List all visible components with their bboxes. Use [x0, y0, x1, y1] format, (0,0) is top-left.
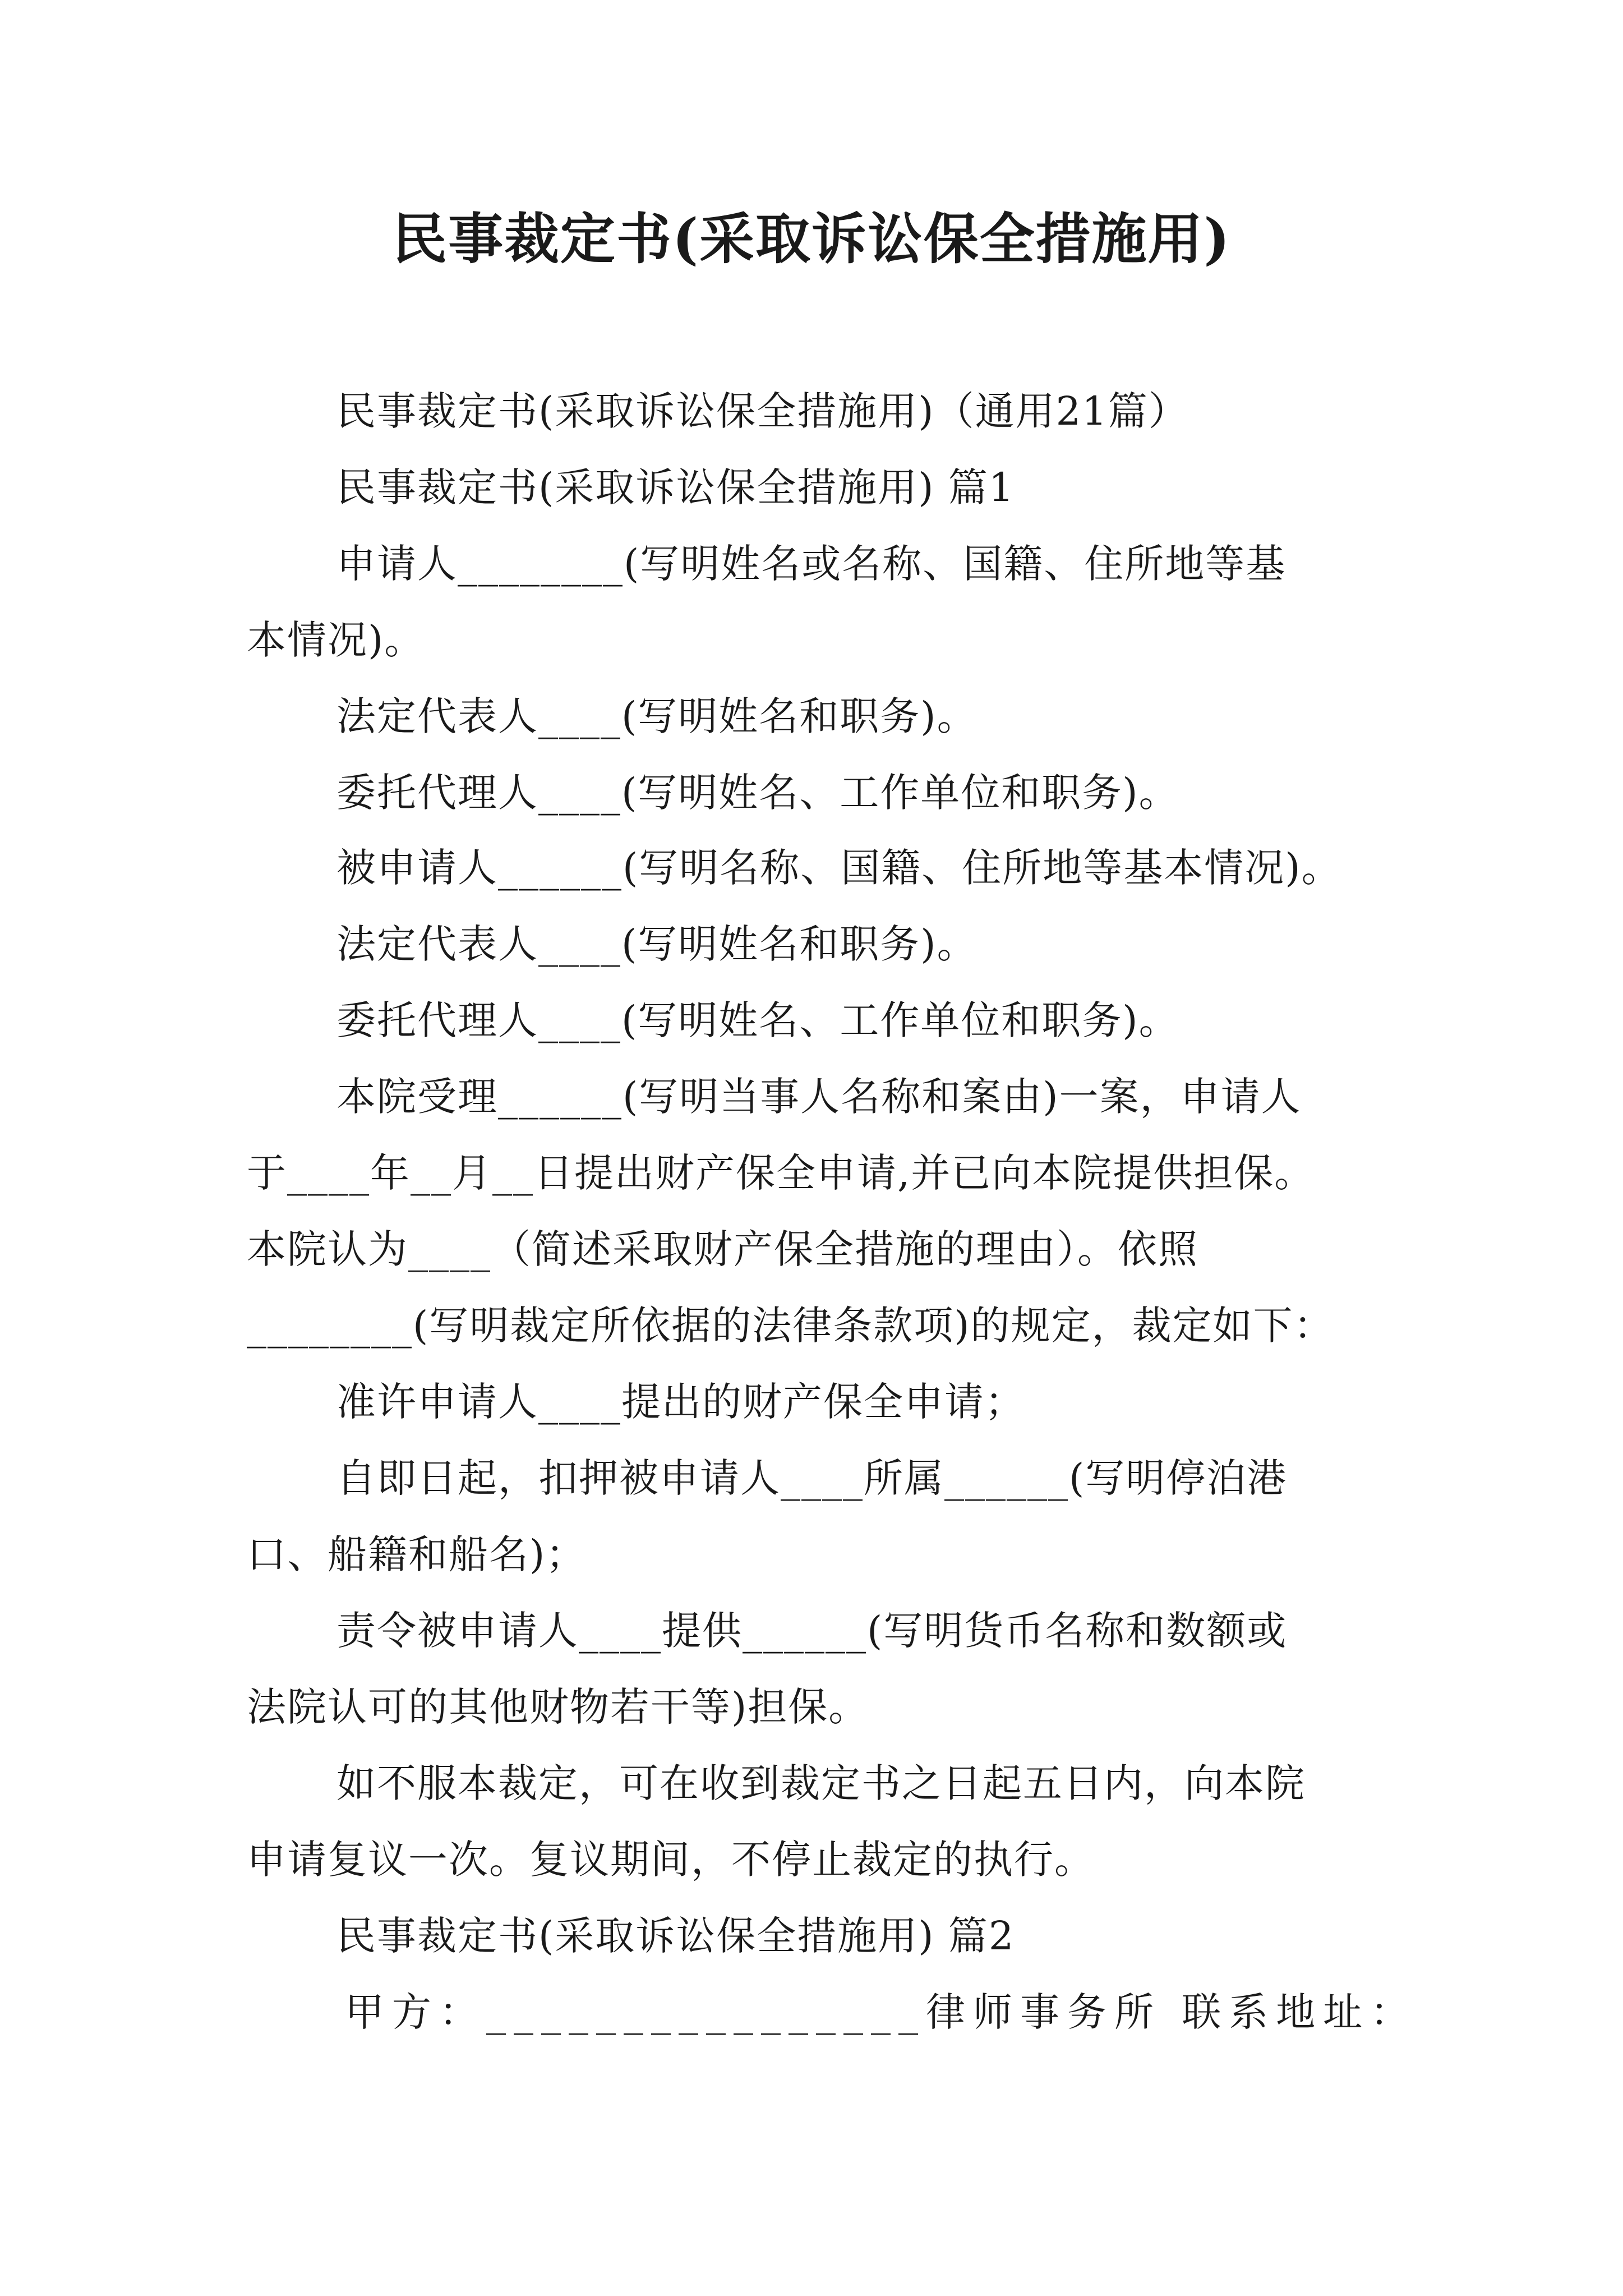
paragraph-line: 委托代理人____(写明姓名、工作单位和职务)。: [336, 997, 1179, 1043]
paragraph-line: 责令被申请人____提供______(写明货币名称和数额或: [336, 1608, 1288, 1654]
paragraph-line: 如不服本裁定，可在收到裁定书之日起五日内，向本院: [336, 1760, 1306, 1806]
paragraph-line: 申请复议一次。复议期间，不停止裁定的执行。: [247, 1837, 1095, 1883]
section-heading-2: 民事裁定书(采取诉讼保全措施用) 篇2: [336, 1913, 1015, 1959]
paragraph-line: 法定代表人____(写明姓名和职务)。: [336, 921, 978, 967]
document-title: 民事裁定书(采取诉讼保全措施用): [392, 207, 1231, 272]
paragraph-line: 于____年__月__日提出财产保全申请,并已向本院提供担保。: [247, 1150, 1315, 1196]
paragraph-line: 法定代表人____(写明姓名和职务)。: [336, 693, 978, 739]
paragraph-line: 本院认为____（简述采取财产保全措施的理由）。依照: [247, 1226, 1198, 1272]
party-line: 甲方：________________律师事务所 联系地址：: [345, 1989, 1418, 2035]
paragraph-line: 本院受理______(写明当事人名称和案由)一案，申请人: [336, 1074, 1302, 1120]
paragraph-line: 被申请人______(写明名称、国籍、住所地等基本情况)。: [336, 845, 1342, 891]
paragraph-line: 委托代理人____(写明姓名、工作单位和职务)。: [336, 770, 1179, 816]
doc-subtitle: 民事裁定书(采取诉讼保全措施用)（通用21篇）: [336, 388, 1189, 434]
section-heading-1: 民事裁定书(采取诉讼保全措施用) 篇1: [336, 464, 1015, 510]
paragraph-line: 口、船籍和船名)；: [247, 1531, 587, 1577]
paragraph-line: 本情况)。: [247, 617, 425, 663]
paragraph-line: 法院认可的其他财物若干等)担保。: [247, 1684, 869, 1730]
paragraph-line: ________(写明裁定所依据的法律条款项)的规定，裁定如下：: [247, 1303, 1334, 1349]
paragraph-line: 申请人________(写明姓名或名称、国籍、住所地等基: [336, 541, 1287, 587]
paragraph-line: 自即日起，扣押被申请人____所属______(写明停泊港: [336, 1455, 1288, 1501]
paragraph-line: 准许申请人____提出的财产保全申请；: [336, 1379, 1025, 1425]
